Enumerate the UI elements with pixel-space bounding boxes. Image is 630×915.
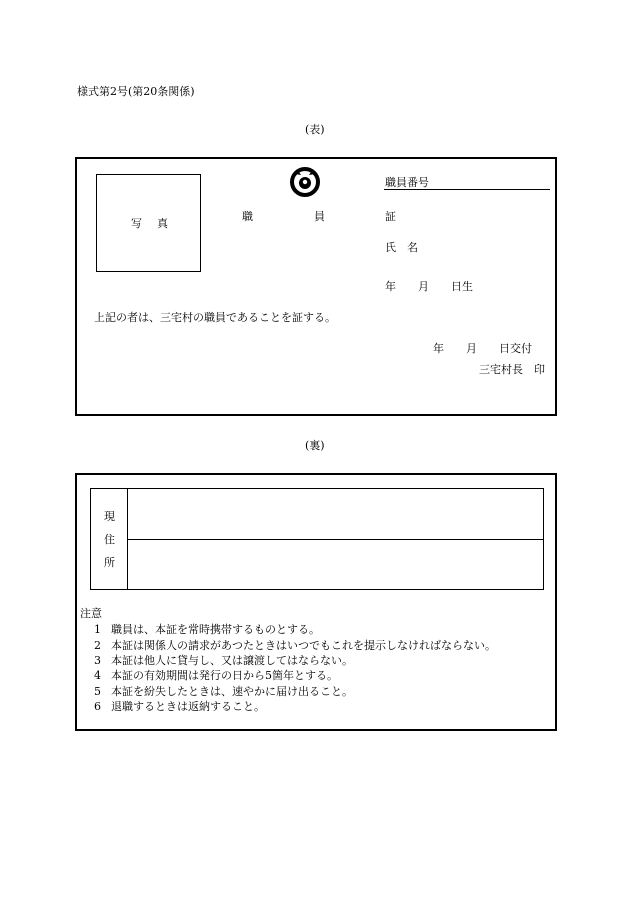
- name-label: 氏 名: [385, 241, 418, 254]
- address-row-divider: [127, 539, 544, 540]
- note-text: 本証の有効期間は発行の日から5箇年とする。: [111, 669, 338, 682]
- address-label-char-2: 住: [104, 533, 115, 546]
- notes-title: 注意: [80, 607, 102, 620]
- note-number: 2: [94, 639, 101, 652]
- title-char-3: 証: [385, 210, 396, 223]
- note-number: 3: [94, 654, 101, 667]
- address-label-char-3: 所: [104, 556, 115, 569]
- form-number-label: 様式第2号(第20条関係): [77, 85, 195, 98]
- issue-date-label: 年 月 日交付: [433, 342, 532, 355]
- note-number: 1: [94, 623, 101, 636]
- back-section-label: (裏): [305, 439, 325, 452]
- note-text: 本証を紛失したときは、速やかに届け出ること。: [111, 685, 353, 698]
- note-text: 職員は、本証を常時携帯するものとする。: [111, 623, 320, 636]
- front-section-label: (表): [305, 123, 325, 136]
- birth-date-label: 年 月 日生: [385, 280, 473, 293]
- issuer-label: 三宅村長 印: [479, 363, 545, 376]
- note-number: 4: [94, 669, 101, 682]
- employee-number-underline: [384, 189, 550, 190]
- note-text: 本証は関係人の請求があつたときはいつでもこれを提示しなければならない。: [111, 639, 496, 652]
- note-number: 5: [94, 685, 101, 698]
- note-text: 退職するときは返納すること。: [111, 700, 265, 713]
- title-char-2: 員: [314, 210, 325, 223]
- note-number: 6: [94, 700, 101, 713]
- title-char-1: 職: [242, 210, 253, 223]
- note-text: 本証は他人に貸与し、又は譲渡してはならない。: [111, 654, 353, 667]
- village-emblem-icon: [289, 166, 321, 198]
- employee-number-label: 職員番号: [385, 176, 429, 189]
- certification-text: 上記の者は、三宅村の職員であることを証する。: [94, 311, 336, 324]
- address-label-char-1: 現: [104, 510, 115, 523]
- photo-label: 写 真: [131, 217, 170, 230]
